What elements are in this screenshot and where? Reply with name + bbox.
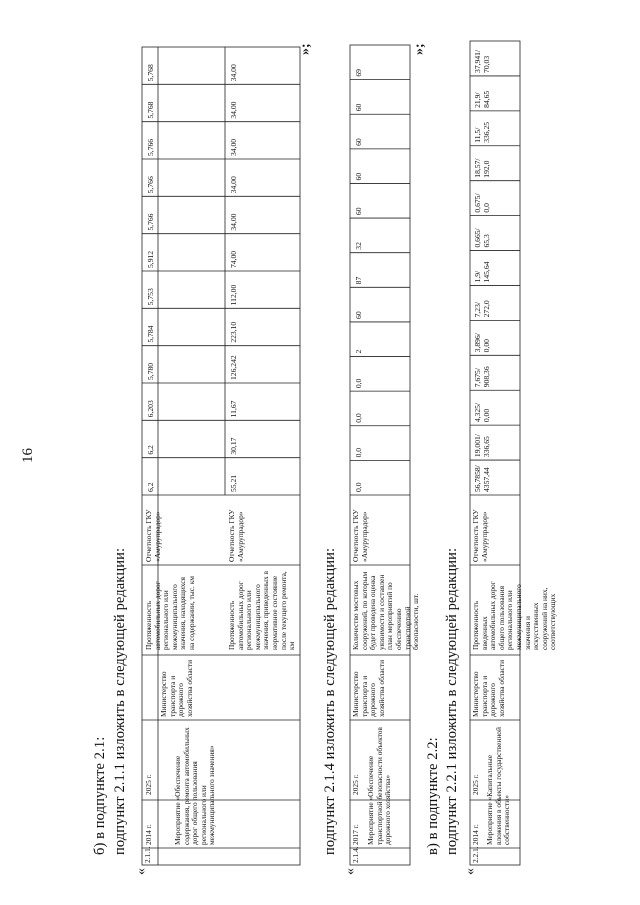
row-year-end-214: 2025 г. bbox=[351, 774, 360, 795]
row-id-214: 2.1.4. bbox=[351, 846, 360, 863]
row-name-214: Мероприятие «Обеспечение транспортной безопасности объектов дорожного хозяйства» bbox=[366, 727, 393, 845]
row-executor-221: Министерство транспорта и дорожного хозяйства области bbox=[471, 659, 506, 717]
indicator-1-value: 6,2 bbox=[146, 482, 155, 492]
indicator-214: Количество мостовых сооружений, по которым будет проведена оценка уязвимости и составлен план мероприятий по обеспечению транспортной безопасности, шт. bbox=[351, 571, 421, 650]
row-year-start: 2014 г. bbox=[144, 824, 153, 845]
row-year-end: 2025 г. bbox=[144, 774, 153, 795]
indicator-1-value: 5,766 bbox=[146, 138, 155, 156]
indicator-2-value: 126,242 bbox=[229, 355, 238, 380]
indicator-2-value: 34,00 bbox=[229, 176, 238, 194]
source-221: Отчетность ГКУ «Амурупрадор» bbox=[471, 509, 489, 562]
open-quote-214: « bbox=[343, 868, 358, 875]
indicator-214-value: 0,0 bbox=[354, 447, 363, 458]
indicator-214-value: 60 bbox=[354, 138, 363, 146]
indicator-221-value: 18,57/ 192,0 bbox=[473, 158, 491, 178]
indicator-221-value: 7,675/ 908,36 bbox=[473, 366, 491, 388]
indicator-221-value: 0,675/ 0,0 bbox=[473, 193, 491, 213]
indicator-1-value: 5,912 bbox=[146, 250, 155, 268]
source-2: Отчетность ГКУ «Амурупрадор» bbox=[227, 509, 245, 562]
indicator-1-value: 5,768 bbox=[146, 101, 155, 119]
indicator-221-value: 56,7858/ 4357,44 bbox=[473, 465, 491, 492]
row-executor-214: Министерство транспорта и дорожного хозяйства области bbox=[351, 659, 386, 717]
indicator-2-value: 74,00 bbox=[229, 250, 238, 268]
indicator-1-value: 5,768 bbox=[146, 64, 155, 82]
indicator-2-value: 34,00 bbox=[229, 64, 238, 82]
indicator-214-value: 2 bbox=[354, 349, 363, 354]
indicator-214-value: 32 bbox=[354, 242, 363, 250]
indicator-1-value: 5,784 bbox=[146, 325, 155, 343]
indicator-214-value: 69 bbox=[354, 69, 363, 77]
section-v-subheading: подпункт 2.2.1 изложить в следующей редакции: bbox=[444, 547, 460, 855]
source-1: Отчетность ГКУ «Амурупрадор» bbox=[144, 509, 162, 562]
open-quote-v: « bbox=[463, 868, 478, 875]
indicator-1-value: 5,753 bbox=[146, 288, 155, 306]
indicator-1-value: 5,766 bbox=[146, 213, 155, 231]
indicator-2-value: 34,00 bbox=[229, 101, 238, 119]
indicator-214-value: 0,0 bbox=[354, 482, 363, 492]
indicator-221-value: 1,9/ 145,64 bbox=[473, 261, 491, 283]
section-b-subheading: подпункт 2.1.1 изложить в следующей редакции: bbox=[112, 547, 128, 855]
indicator-214-value: 0,0 bbox=[354, 413, 363, 423]
row-name-221: Мероприятие «Капитальные вложения в объекты государственной собственности» bbox=[485, 727, 512, 845]
row-year-start-214: 2017 г. bbox=[351, 824, 360, 845]
indicator-2-value: 223,10 bbox=[229, 321, 238, 343]
section-v-heading: в) в подпункте 2.2: bbox=[425, 737, 441, 855]
indicator-2-value: 34,00 bbox=[229, 138, 238, 156]
indicator-1-value: 5,780 bbox=[146, 362, 155, 380]
row-executor: Министерство транспорта и дорожного хозяйства области bbox=[159, 659, 194, 717]
indicator-221-value: 4,325/ 0,00 bbox=[473, 402, 491, 423]
indicator-214-value: 0,0 bbox=[354, 378, 363, 389]
indicator-221-value: 3,896/ 0,00 bbox=[473, 333, 491, 353]
section-214-heading: подпункт 2.1.4 изложить в следующей редакции: bbox=[322, 547, 338, 855]
indicator-221-value: 37,941/ 70,03 bbox=[473, 49, 491, 73]
indicator-214-value: 60 bbox=[354, 103, 363, 112]
indicator-214-value: 60 bbox=[354, 207, 363, 216]
indicator-2-value: 112,00 bbox=[229, 284, 238, 306]
indicator-1-value: 6,2 bbox=[146, 445, 155, 455]
indicator-2-value: 11,67 bbox=[229, 400, 238, 418]
row-id: 2.1.1. bbox=[143, 846, 152, 863]
source-214: Отчетность ГКУ «Амурупрадор» bbox=[351, 509, 369, 562]
indicator-214-value: 60 bbox=[354, 311, 363, 319]
row-id-221: 2.2.1. bbox=[471, 846, 480, 863]
close-quote: »; bbox=[298, 43, 313, 55]
indicator-2-value: 34,00 bbox=[229, 213, 238, 231]
indicator-221: Протяженность введенных автомобильных дорог общего пользования регионального или межмуниципального значения и искусственных сооружений на них, соответствующих bbox=[471, 581, 558, 650]
indicator-1-value: 5,766 bbox=[146, 176, 155, 194]
indicator-214-value: 87 bbox=[354, 276, 363, 285]
section-b-heading: б) в подпункте 2.1: bbox=[92, 736, 108, 855]
indicator-214-value: 60 bbox=[354, 172, 363, 181]
indicator-2: Протяженность автомобильных дорог регионального или межмуниципального значения, приведенных в нормативное состояние после текущего ремонта, км bbox=[227, 570, 297, 650]
close-quote-214: »; bbox=[412, 43, 427, 55]
indicator-2-value: 30,17 bbox=[229, 437, 238, 455]
indicator-221-value: 21,9/ 84,65 bbox=[473, 90, 491, 108]
row-year-start-221: 2014 г. bbox=[471, 824, 480, 845]
page-number: 16 bbox=[20, 448, 36, 463]
row-name: Мероприятие «Обеспечение содержания, ремонта автомобильных дорог общего пользования регионального или межмуниципального значения» bbox=[173, 727, 217, 845]
indicator-1-value: 6,203 bbox=[146, 400, 155, 418]
indicator-221-value: 19,001/ 336,65 bbox=[473, 434, 491, 458]
indicator-1: Протяженность автомобильных дорог регионального или межмуниципального значения, находящихся на содержании, тыс. км bbox=[144, 576, 196, 650]
indicator-2-value: 55,21 bbox=[229, 474, 238, 492]
indicator-221-value: 7,23/ 272,0 bbox=[473, 300, 491, 318]
indicator-221-value: 11,5/ 336,25 bbox=[473, 121, 491, 143]
open-quote: « bbox=[134, 868, 149, 875]
row-year-end-221: 2025 г. bbox=[471, 774, 480, 795]
indicator-221-value: 0,665/ 65,3 bbox=[473, 228, 491, 248]
